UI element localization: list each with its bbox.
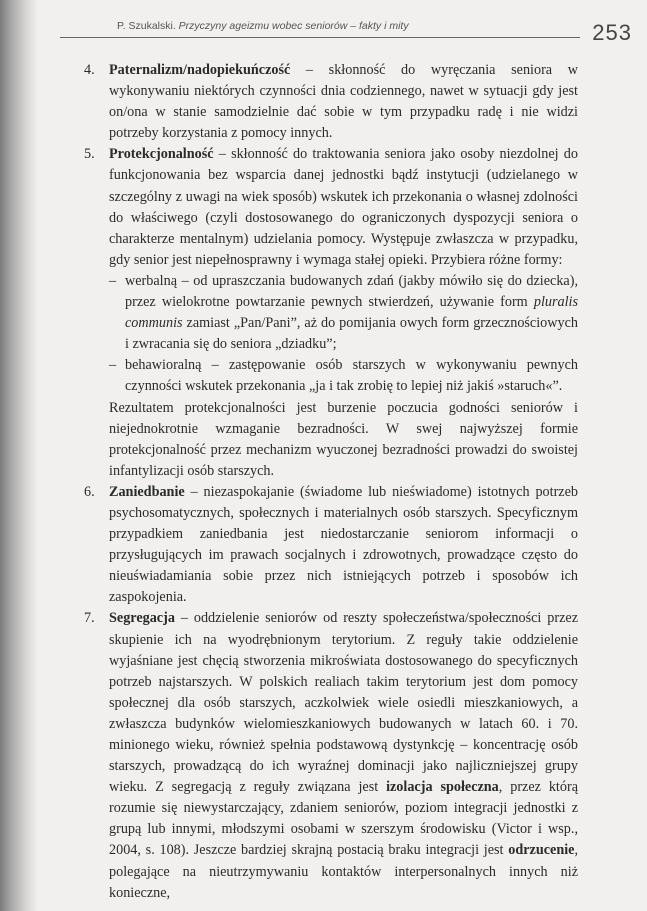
item-number: 4.: [84, 62, 95, 78]
list-item-neglect: [84, 482, 578, 609]
form-behavioral: – behawioralną – zastępowanie osób starszych w wykonywaniu pewnych czynności wskutek przekonania „ja i tak zrobię to lepiej niż jakiś »staruch«”.: [109, 357, 578, 395]
term-protectionism: Protekcjonalność: [109, 146, 214, 163]
list-item-paternalism: [84, 60, 578, 144]
forms-list: [109, 271, 578, 398]
term-segregation: Segregacja: [109, 610, 175, 627]
item-text: , przez którą rozumie się niewystarczający, zdaniem seniorów, poziom integracji jednostki z grupą lub innymi, młodszymi osobami w szerszym środowisku (Victor i wsp., 2004, s. 108). Jeszcze bardziej skrajną postacią braku integracji jest: [109, 779, 578, 859]
item-number: 7.: [84, 610, 95, 627]
item-text: – niezaspokajanie (świadome lub nieświadome) istotnych potrzeb psychosomatycznych, społecznych i materialnych osób starszych. Specyficznym przypadkiem zaniedbania jest niedostarczanie seniorom informacji o przysługujących im prawach socjalnych i zdrowotnych, prowadzące często do nieuświadamiania sobie przez nich istniejących potrzeb i sposobów ich zaspokojenia.: [109, 483, 578, 606]
running-head: [117, 20, 409, 32]
item-text: – skłonność do wyręczania seniora w wykonywaniu niektórych czynności dnia codziennego, nawet w sytuacji gdy jest on/ona w stanie samodzielnie dać sobie w tym przypadku radę i nie widzi potrzeby korzystania z pomocy innych.: [109, 62, 578, 142]
item-text: , polegające na nieutrzymywaniu kontaktów interpersonalnych innych niż konieczne,: [109, 842, 578, 901]
term-neglect: Zaniedbanie: [109, 483, 185, 500]
term-social-isolation: izolacja społeczna: [386, 779, 499, 796]
item-number: 5.: [84, 146, 95, 163]
list-item-protectionism: [84, 144, 578, 482]
form-verbal: – werbalną – od upraszczania budowanych zdań (jakby mówiło się do dziecka), przez wielokrotne powtarzanie pewnych stwierdzeń, używanie form pluralis communis zamiast „Pan/Pani”, aż do pomijania owych form grzecznościowych i zwracania się do seniora „dziadku”;: [109, 272, 578, 353]
running-head-author: P. Szukalski.: [117, 20, 176, 32]
header-rule: [60, 37, 580, 38]
term-paternalism: Paternalizm/nadopiekuńczość: [109, 62, 291, 78]
item-text: – oddzielenie seniorów od reszty społeczeństwa/społeczności przez skupienie ich na wyodrębnionym terytorium. Z reguły takie oddzielenie wyjaśniane jest chęcią stworzenia mikroświata dostosowanego do specyficznych potrzeb najstarszych. W polskich realiach takim terytorium jest dom pomocy społecznej dla osób starszych, aczkolwiek wiele osiedli mieszkaniowych, a zwłaszcza budynków wielomieszkaniowych budowanych w latach 60. i 70. minionego wieku, również spełnia podstawową dystynkcję – koncentrację osób starszych, prowadzącą do ich wyraźnej dominacji jako najliczniejszej grupy wieku. Z segregacją z reguły związana jest: [109, 610, 578, 796]
book-binding-shadow: [0, 0, 38, 911]
item-text: – skłonność do traktowania seniora jako osoby niezdolnej do funkcjonowania bez wsparcia danej jednostki bądź instytucji (udzielanego w szczególny z uwagi na wiek sposób) wskutek ich przekonania o własnej zdolności do właściwego (czyli dostosowanego do ograniczonych dyspozycji seniora o charakterze mentalnym) udzielania pomocy. Występuje zwłaszcza w przypadku, gdy senior jest niepełnosprawny i wymaga stałej opieki. Przybiera różne formy:: [109, 146, 578, 268]
list-item-segregation: [84, 608, 578, 903]
item-conclusion: Rezultatem protekcjonalności jest burzenie poczucia godności seniorów i niejednokrotnie wzmaganie bezradności. W swej najwyższej formie protekcjonalność przez mechanizm wyuczonej bezradności prowadzi do swoistej infantylizacji osób starszych.: [109, 399, 578, 479]
running-head-title: Przyczyny ageizmu wobec seniorów – fakty i mity: [178, 20, 409, 32]
page-body: [84, 60, 578, 904]
term-rejection: odrzucenie: [508, 842, 575, 859]
page-number: 253: [592, 20, 632, 45]
item-number: 6.: [84, 483, 95, 500]
latin-term: pluralis communis: [125, 294, 578, 332]
